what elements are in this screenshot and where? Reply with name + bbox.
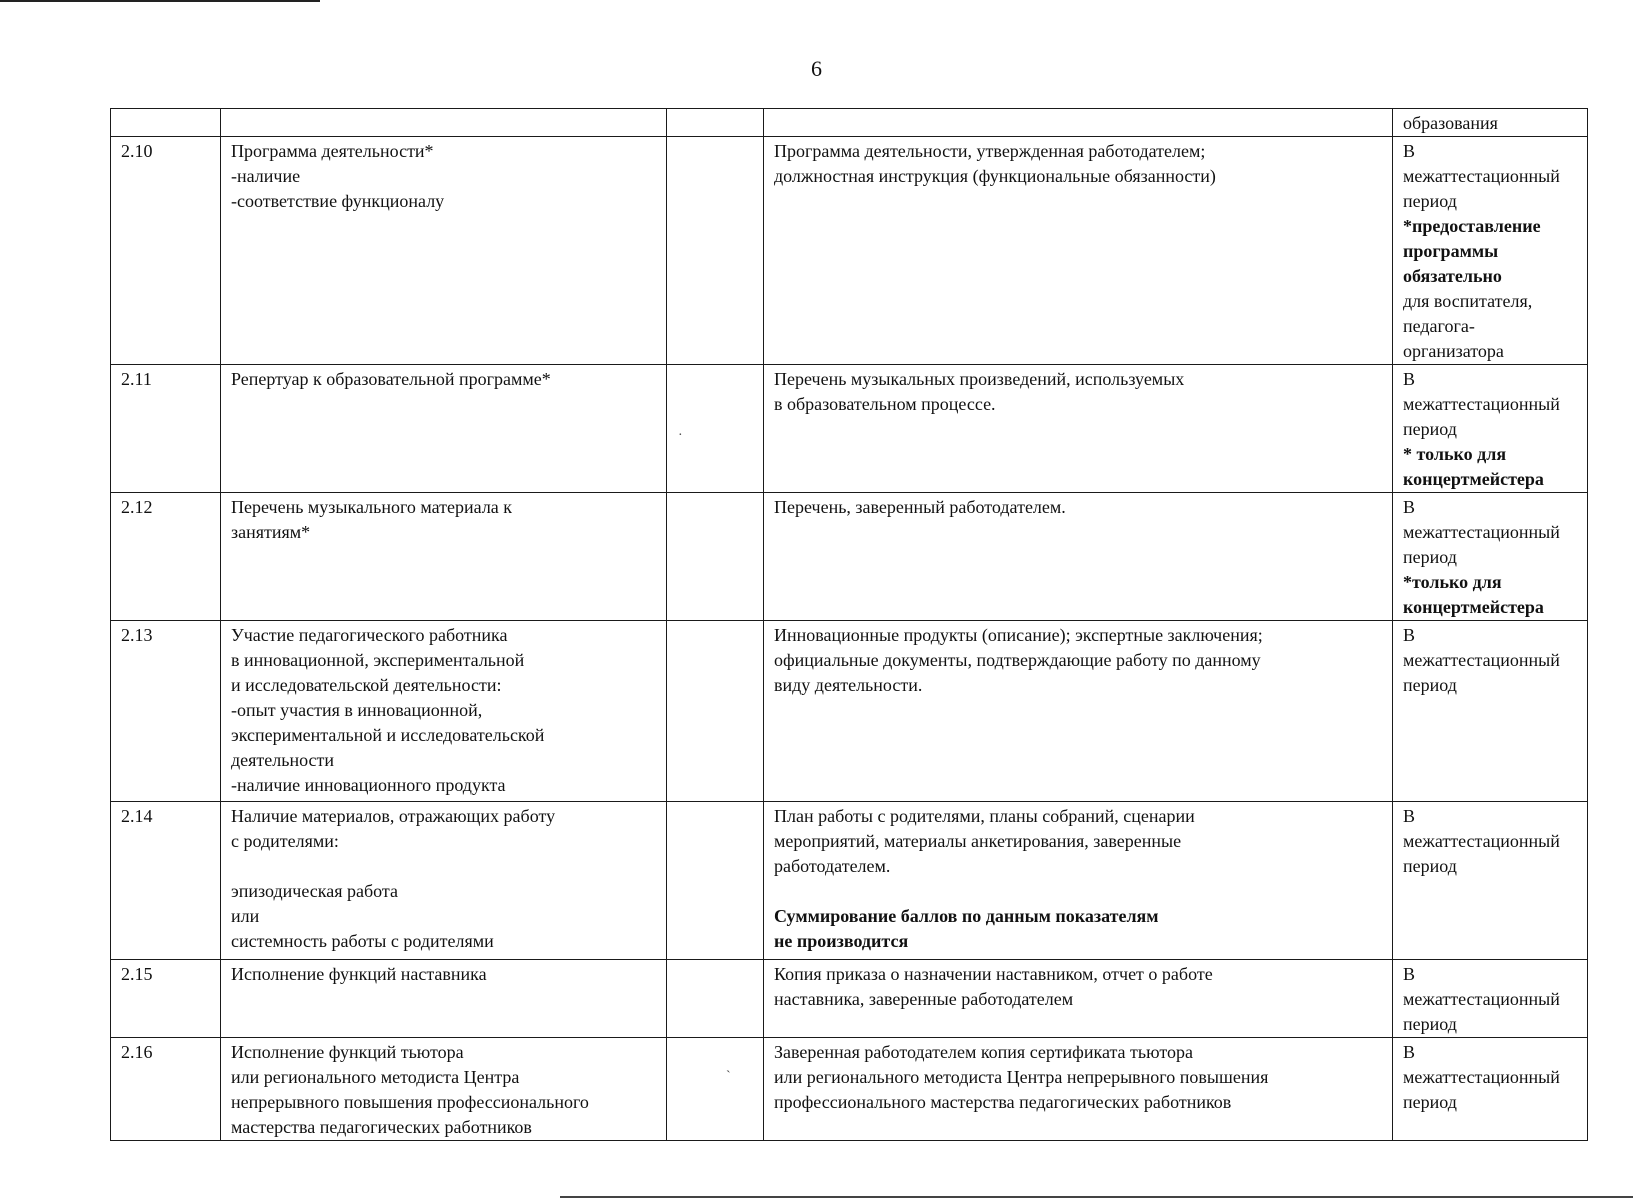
cell-num — [111, 109, 221, 137]
page-number: 6 — [811, 56, 822, 81]
cell-num: 2.13 — [111, 621, 221, 802]
text-line: В — [1403, 369, 1416, 389]
text-line: Перечень музыкального материала к — [231, 497, 513, 517]
text-line: межаттестационный — [1403, 1067, 1560, 1087]
text-line: или — [231, 906, 260, 926]
text-line: не производится — [774, 931, 909, 951]
cell-documents — [764, 621, 1393, 802]
text-line: План работы с родителями, планы собраний, сценарии — [774, 806, 1195, 826]
text-line: программы — [1403, 241, 1499, 261]
text-line: Заверенная работодателем копия сертификата тьютора — [774, 1042, 1193, 1062]
text-line: В — [1403, 497, 1416, 517]
text-line: Копия приказа о назначении наставником, отчет о работе — [774, 964, 1213, 984]
text-line: Наличие материалов, отражающих работу — [231, 806, 556, 826]
text-line: период — [1403, 547, 1457, 567]
text-line: в образовательном процессе. — [774, 394, 996, 414]
text-line: межаттестационный — [1403, 831, 1560, 851]
cell-num: 2.16 — [111, 1038, 221, 1141]
text-line: период — [1403, 1014, 1457, 1034]
text-line: межаттестационный — [1403, 650, 1560, 670]
scan-speck: ˋ — [726, 1069, 731, 1084]
text-line: с родителями: — [231, 831, 339, 851]
text-line: педагога- — [1403, 316, 1475, 336]
text-line: концертмейстера — [1403, 597, 1544, 617]
cell-period — [1393, 109, 1588, 137]
cell-documents — [764, 493, 1393, 621]
text-line: официальные документы, подтверждающие работу по данному — [774, 650, 1261, 670]
text-line: * только для — [1403, 444, 1507, 464]
cell-documents — [764, 365, 1393, 493]
cell-score — [667, 802, 764, 960]
cell-indicator — [221, 109, 667, 137]
cell-score — [667, 137, 764, 365]
text-line: период — [1403, 191, 1457, 211]
cell-score — [667, 621, 764, 802]
text-line: В — [1403, 141, 1416, 161]
text-line: межаттестационный — [1403, 394, 1560, 414]
text-line: эпизодическая работа — [231, 881, 398, 901]
text-line: для воспитателя, — [1403, 291, 1533, 311]
text-line: -соответствие функционалу — [231, 191, 445, 211]
text-line: межаттестационный — [1403, 166, 1560, 186]
text-line: Исполнение функций тьютора — [231, 1042, 464, 1062]
table-row — [111, 137, 1588, 365]
scan-edge-top — [0, 0, 320, 2]
table-row — [111, 960, 1588, 1038]
table-row-continued — [111, 109, 1588, 137]
text-line: В — [1403, 1042, 1416, 1062]
text-line: период — [1403, 1092, 1457, 1112]
text-line: Суммирование баллов по данным показателям — [774, 906, 1159, 926]
text-line: наставника, заверенные работодателем — [774, 989, 1074, 1009]
cell-period — [1393, 1038, 1588, 1141]
text-line: или регионального методиста Центра непрерывного повышения — [774, 1067, 1269, 1087]
text-line: организатора — [1403, 341, 1504, 361]
cell-indicator — [221, 621, 667, 802]
text-line: в инновационной, экспериментальной — [231, 650, 525, 670]
text-line: период — [1403, 856, 1457, 876]
text-line: должностная инструкция (функциональные обязанности) — [774, 166, 1216, 186]
text-line: Перечень, заверенный работодателем. — [774, 497, 1066, 517]
cell-score — [667, 493, 764, 621]
cell-documents — [764, 137, 1393, 365]
text-line: В — [1403, 806, 1416, 826]
cell-documents — [764, 1038, 1393, 1141]
text-line: межаттестационный — [1403, 989, 1560, 1009]
text-line: межаттестационный — [1403, 522, 1560, 542]
text-line: Программа деятельности, утвержденная работодателем; — [774, 141, 1206, 161]
text-line: Перечень музыкальных произведений, используемых — [774, 369, 1185, 389]
cell-period — [1393, 365, 1588, 493]
text-line: профессионального мастерства педагогических работников — [774, 1092, 1232, 1112]
cell-documents — [764, 802, 1393, 960]
text-line: Репертуар к образовательной программе* — [231, 369, 551, 389]
cell-period — [1393, 493, 1588, 621]
scan-speck: · — [678, 428, 683, 443]
text-line: системность работы с родителями — [231, 931, 494, 951]
cell-period — [1393, 802, 1588, 960]
spacer — [774, 879, 1382, 904]
text-line: обязательно — [1403, 266, 1502, 286]
text-line: непрерывного повышения профессионального — [231, 1092, 589, 1112]
cell-indicator — [221, 137, 667, 365]
cell-documents — [764, 960, 1393, 1038]
cell-period — [1393, 960, 1588, 1038]
text-line: Инновационные продукты (описание); экспертные заключения; — [774, 625, 1263, 645]
text-line: Участие педагогического работника — [231, 625, 508, 645]
cell-documents — [764, 109, 1393, 137]
cell-num: 2.11 — [111, 365, 221, 493]
cell-indicator — [221, 1038, 667, 1141]
table-row — [111, 493, 1588, 621]
text-line: мастерства педагогических работников — [231, 1117, 532, 1137]
text-line: Программа деятельности* — [231, 141, 434, 161]
cell-num: 2.12 — [111, 493, 221, 621]
text-line: *предоставление — [1403, 216, 1541, 236]
text-line: *только для — [1403, 572, 1502, 592]
text-line: и исследовательской деятельности: — [231, 675, 502, 695]
text-line: Исполнение функций наставника — [231, 964, 487, 984]
text-line: -наличие — [231, 166, 301, 186]
cell-period — [1393, 137, 1588, 365]
text-line: В — [1403, 625, 1416, 645]
text-line — [231, 854, 656, 879]
text-line: -наличие инновационного продукта — [231, 775, 506, 795]
text-line: виду деятельности. — [774, 675, 923, 695]
cell-score — [667, 109, 764, 137]
text-line: концертмейстера — [1403, 469, 1544, 489]
text-line: -опыт участия в инновационной, — [231, 700, 483, 720]
criteria-table — [110, 108, 1588, 1141]
cell-num: 2.10 — [111, 137, 221, 365]
cell-score — [667, 1038, 764, 1141]
scan-edge-bottom — [560, 1196, 1633, 1198]
text-line: занятиям* — [231, 522, 311, 542]
table-row — [111, 1038, 1588, 1141]
text-line: деятельности — [231, 750, 335, 770]
text-line: мероприятий, материалы анкетирования, заверенные — [774, 831, 1182, 851]
text-line: В — [1403, 964, 1416, 984]
cell-indicator — [221, 493, 667, 621]
text-line: работодателем. — [774, 856, 891, 876]
period-text: образования — [1403, 113, 1498, 133]
text-line: период — [1403, 675, 1457, 695]
text-line: экспериментальной и исследовательской — [231, 725, 545, 745]
table-row — [111, 802, 1588, 960]
table-row — [111, 621, 1588, 802]
text-line: или регионального методиста Центра — [231, 1067, 520, 1087]
cell-score — [667, 960, 764, 1038]
cell-indicator — [221, 960, 667, 1038]
cell-period — [1393, 621, 1588, 802]
table-row — [111, 365, 1588, 493]
cell-num: 2.15 — [111, 960, 221, 1038]
cell-num: 2.14 — [111, 802, 221, 960]
cell-indicator — [221, 802, 667, 960]
cell-indicator — [221, 365, 667, 493]
text-line: период — [1403, 419, 1457, 439]
